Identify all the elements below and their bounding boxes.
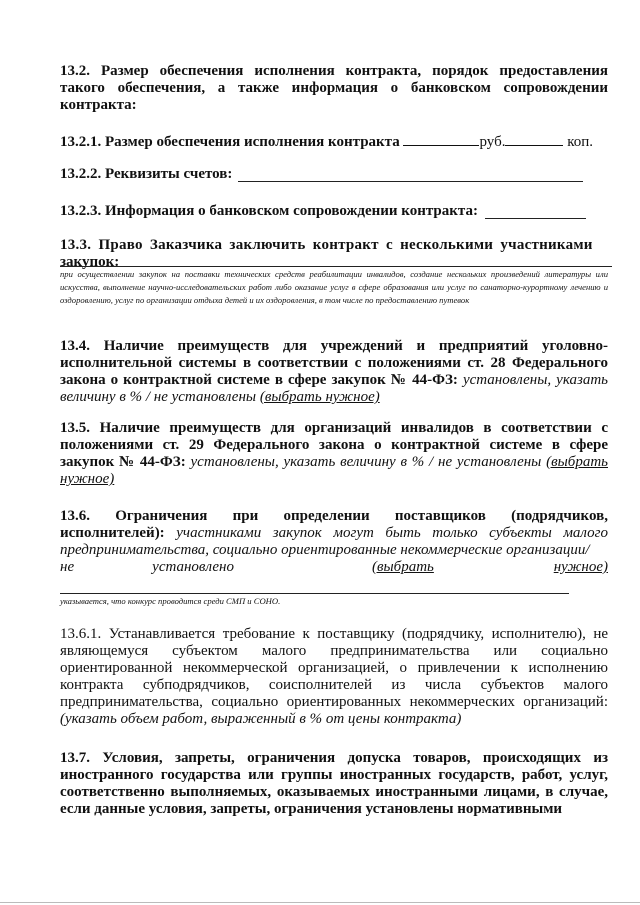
section-13-6-note: указывается, что конкурс проводится среди СМП и СОНО. [60, 596, 281, 606]
word-5: поставщиков [394, 508, 486, 524]
section-13-5-choose: (выбрать нужное) [60, 454, 608, 487]
word-3: при [232, 508, 259, 524]
amount-kop-blank [505, 133, 563, 146]
section-13-2-1-label: 13.2.1. Размер обеспечения исполнения контракта [60, 134, 400, 150]
word-4: определении [283, 508, 370, 524]
section-13-4-choose: (выбрать нужное) [259, 389, 380, 405]
section-13-2-2-label: 13.2.2. Реквизиты счетов: [60, 166, 233, 182]
section-13-4-title: 13.4. Наличие преимуществ для учреждений и предприятий уголовно-исполнительной системы в соответствии с положениями ст. 28 Федерального закона о контрактной системе в сфере закупок № 44-ФЗ: [60, 338, 608, 388]
section-13-6-1-text: 13.6.1. Устанавливается требование к поставщику (подрядчику, исполнителю), не являющемуся субъектом малого предпринимательства или социально ориентированной некоммерческой организацией, о привлечении к исполнению контракта субподрядчиков, соисполнителей из числа субъектов малого предпринимательства, социально ориентированных некоммерческих организаций: [60, 626, 608, 710]
section-13-4 [60, 338, 608, 406]
word-6: (подрядчиков, [511, 508, 608, 524]
section-13-6-choose [372, 559, 608, 576]
section-13-3-title-line1 [60, 237, 608, 254]
section-13-6-title-line1 [60, 508, 608, 525]
section-13-2-3-label: 13.2.3. Информация о банковском сопровождении контракта: [60, 203, 478, 219]
section-13-6-italic: участниками закупок могут быть только субъекты малого предпринимательства, социально ориентированные некоммерческие организации/ [60, 525, 608, 558]
section-13-6-last-line [60, 559, 608, 576]
section-13-4-italic: установлены, указать величину в % / не установлены [60, 372, 608, 405]
rub-label: руб. [479, 134, 506, 150]
section-13-7-title: 13.7. Условия, запреты, ограничения допуска товаров, происходящих из иностранного государства или группы иностранных государств, работ, услуг, соответственно выполняемых, оказываемых иностранными лицами, в случае, если данные условия, запреты, ограничения установлены нормативными [60, 750, 608, 817]
section-13-3-blank [60, 266, 612, 267]
last-word-1: не [60, 559, 75, 575]
last-word-4: нужное) [553, 559, 608, 575]
scan-edge-line [0, 902, 640, 903]
section-13-5-title: 13.5. Наличие преимуществ для организаций инвалидов в соответствии с положениями ст. 29 Федерального закона о контрактной системе в сфере закупок № 44-ФЗ: [60, 420, 608, 470]
section-13-2-title: 13.2. Размер обеспечения исполнения контракта, порядок предоставления такого обеспечения, а также информация о банковском сопровождении контракта: [60, 63, 608, 113]
section-13-2-1 [60, 133, 608, 151]
amount-rub-blank [403, 133, 479, 146]
accounts-blank [238, 181, 583, 182]
last-word-3: (выбрать [372, 559, 434, 575]
section-13-3-note: при осуществлении закупок на поставки технических средств реабилитации инвалидов, создание нескольких произведений литературы или искусства, выполнение научно-исследовательских работ либо оказание услуг в сфере образования или услуг по санаторно-курортному лечению и оздоровлению, услуг по организации отдыха детей и их оздоровления, в том числе по предоставлению путевок [60, 269, 608, 305]
section-13-6-1-italic: (указать объем работ, выраженный в % от цены контракта) [60, 711, 462, 727]
section-13-6-body [60, 525, 608, 559]
word-1: 13.6. [60, 508, 90, 524]
bank-support-blank [485, 218, 586, 219]
section-13-6-1 [60, 626, 608, 728]
section-13-3-title-a: 13.3. Право Заказчика заключить контракт с несколькими участниками [60, 237, 593, 253]
kop-label: коп. [567, 134, 594, 150]
section-13-6-title-b: исполнителей): [60, 525, 165, 541]
last-word-2: установлено [152, 559, 234, 575]
section-13-6-blank [60, 593, 569, 594]
section-13-5-italic: установлены, указать величину в % / не установлены [185, 454, 547, 470]
section-13-3-title-b: закупок: [60, 254, 120, 270]
section-13-5 [60, 420, 608, 488]
word-2: Ограничения [115, 508, 208, 524]
